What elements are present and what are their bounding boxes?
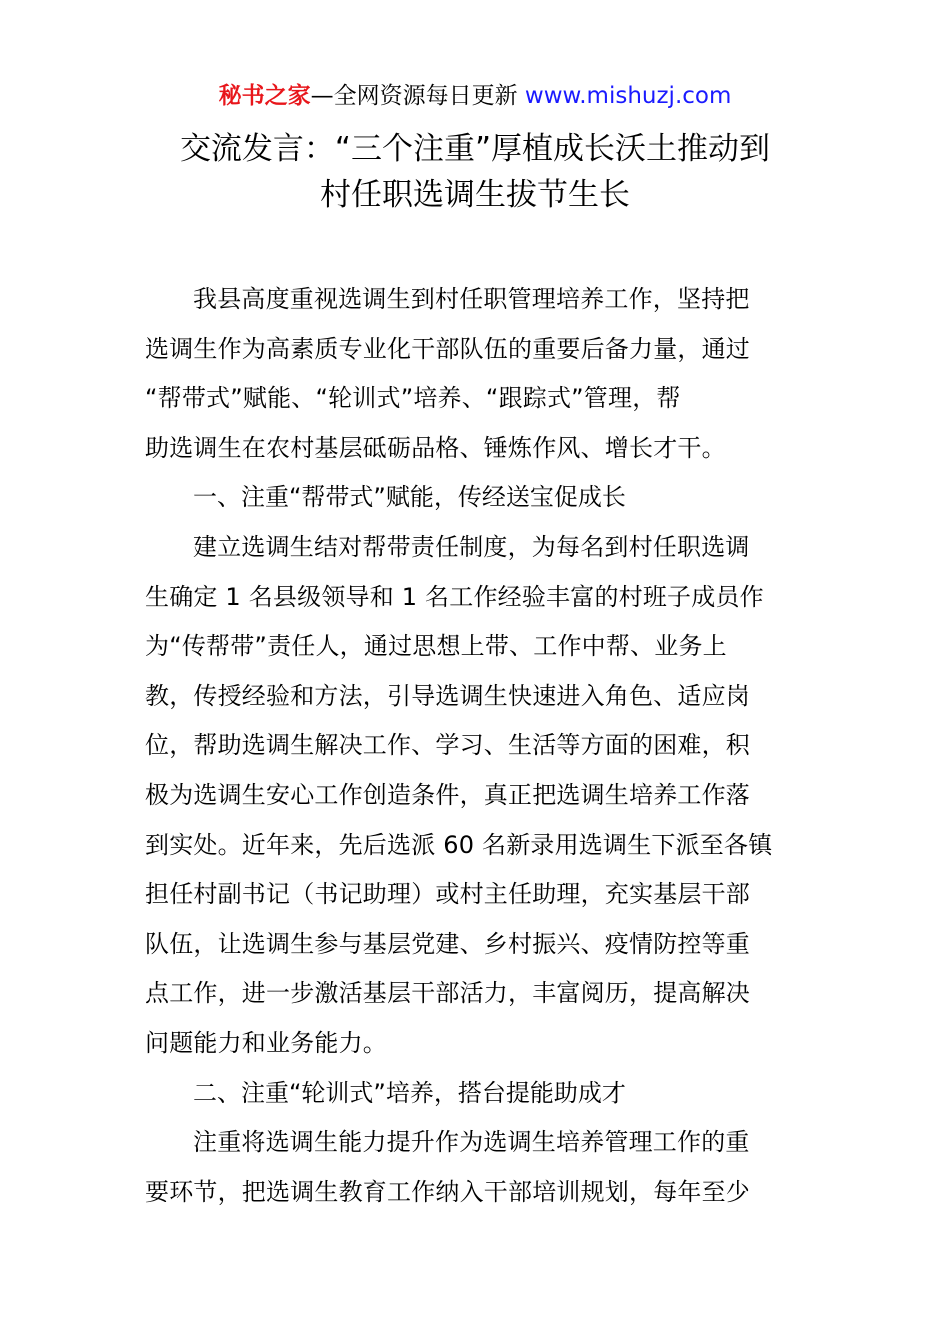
section-heading-1: 一、注重“帮带式”赋能，传经送宝促成长: [193, 483, 626, 512]
paragraph-line: 到实处。近年来，先后选派 60 名新录用选调生下派至各镇: [145, 830, 773, 859]
paragraph-section-2: [145, 1118, 807, 1217]
brand-name: 秘书之家: [218, 83, 311, 109]
paragraph-line: 建立选调生结对帮带责任制度，为每名到村任职选调: [193, 532, 750, 561]
paragraph-line: 位，帮助选调生解决工作、学习、生活等方面的困难，积: [145, 731, 750, 760]
paragraph-line: 要环节，把选调生教育工作纳入干部培训规划，每年至少: [145, 1177, 750, 1206]
title-line-2: 村任职选调生拔节生长: [320, 177, 630, 213]
paragraph-line: 教，传授经验和方法，引导选调生快速进入角色、适应岗: [145, 681, 750, 710]
paragraph-line: 选调生作为高素质专业化干部队伍的重要后备力量，通过: [145, 334, 750, 363]
paragraph-line: 为“传帮带”责任人，通过思想上带、工作中帮、业务上: [145, 632, 727, 661]
site-tagline: —全网资源每日更新: [310, 83, 518, 109]
document-title: [0, 126, 950, 218]
paragraph-line: 注重将选调生能力提升作为选调生培养管理工作的重: [193, 1128, 750, 1157]
paragraph-section-1: [145, 523, 807, 1069]
paragraph-line: 队伍，让选调生参与基层党建、乡村振兴、疫情防控等重: [145, 929, 750, 958]
paragraph-line: 生确定 1 名县级领导和 1 名工作经验丰富的村班子成员作: [145, 582, 764, 611]
section-heading-2: 二、注重“轮训式”培养，搭台提能助成才: [193, 1078, 626, 1107]
paragraph-line: 我县高度重视选调生到村任职管理培养工作，坚持把: [193, 285, 750, 313]
paragraph-line: 担任村副书记（书记助理）或村主任助理，充实基层干部: [145, 880, 750, 909]
paragraph-line: “帮带式”赋能、“轮训式”培养、“跟踪式”管理，帮: [145, 384, 681, 413]
paragraph-intro: [145, 275, 807, 473]
paragraph-line: 助选调生在农村基层砥砺品格、锤炼作风、增长才干。: [145, 433, 726, 462]
title-line-1: 交流发言：“三个注重”厚植成长沃土推动到: [179, 131, 771, 167]
paragraph-line: 问题能力和业务能力。: [145, 1028, 387, 1057]
site-header: [0, 80, 950, 112]
site-url-link[interactable]: www.mishuzj.com: [517, 83, 732, 109]
document-body: [145, 275, 807, 1217]
paragraph-line: 点工作，进一步激活基层干部活力，丰富阅历，提高解决: [145, 979, 750, 1008]
paragraph-line: 极为选调生安心工作创造条件，真正把选调生培养工作落: [145, 780, 750, 809]
